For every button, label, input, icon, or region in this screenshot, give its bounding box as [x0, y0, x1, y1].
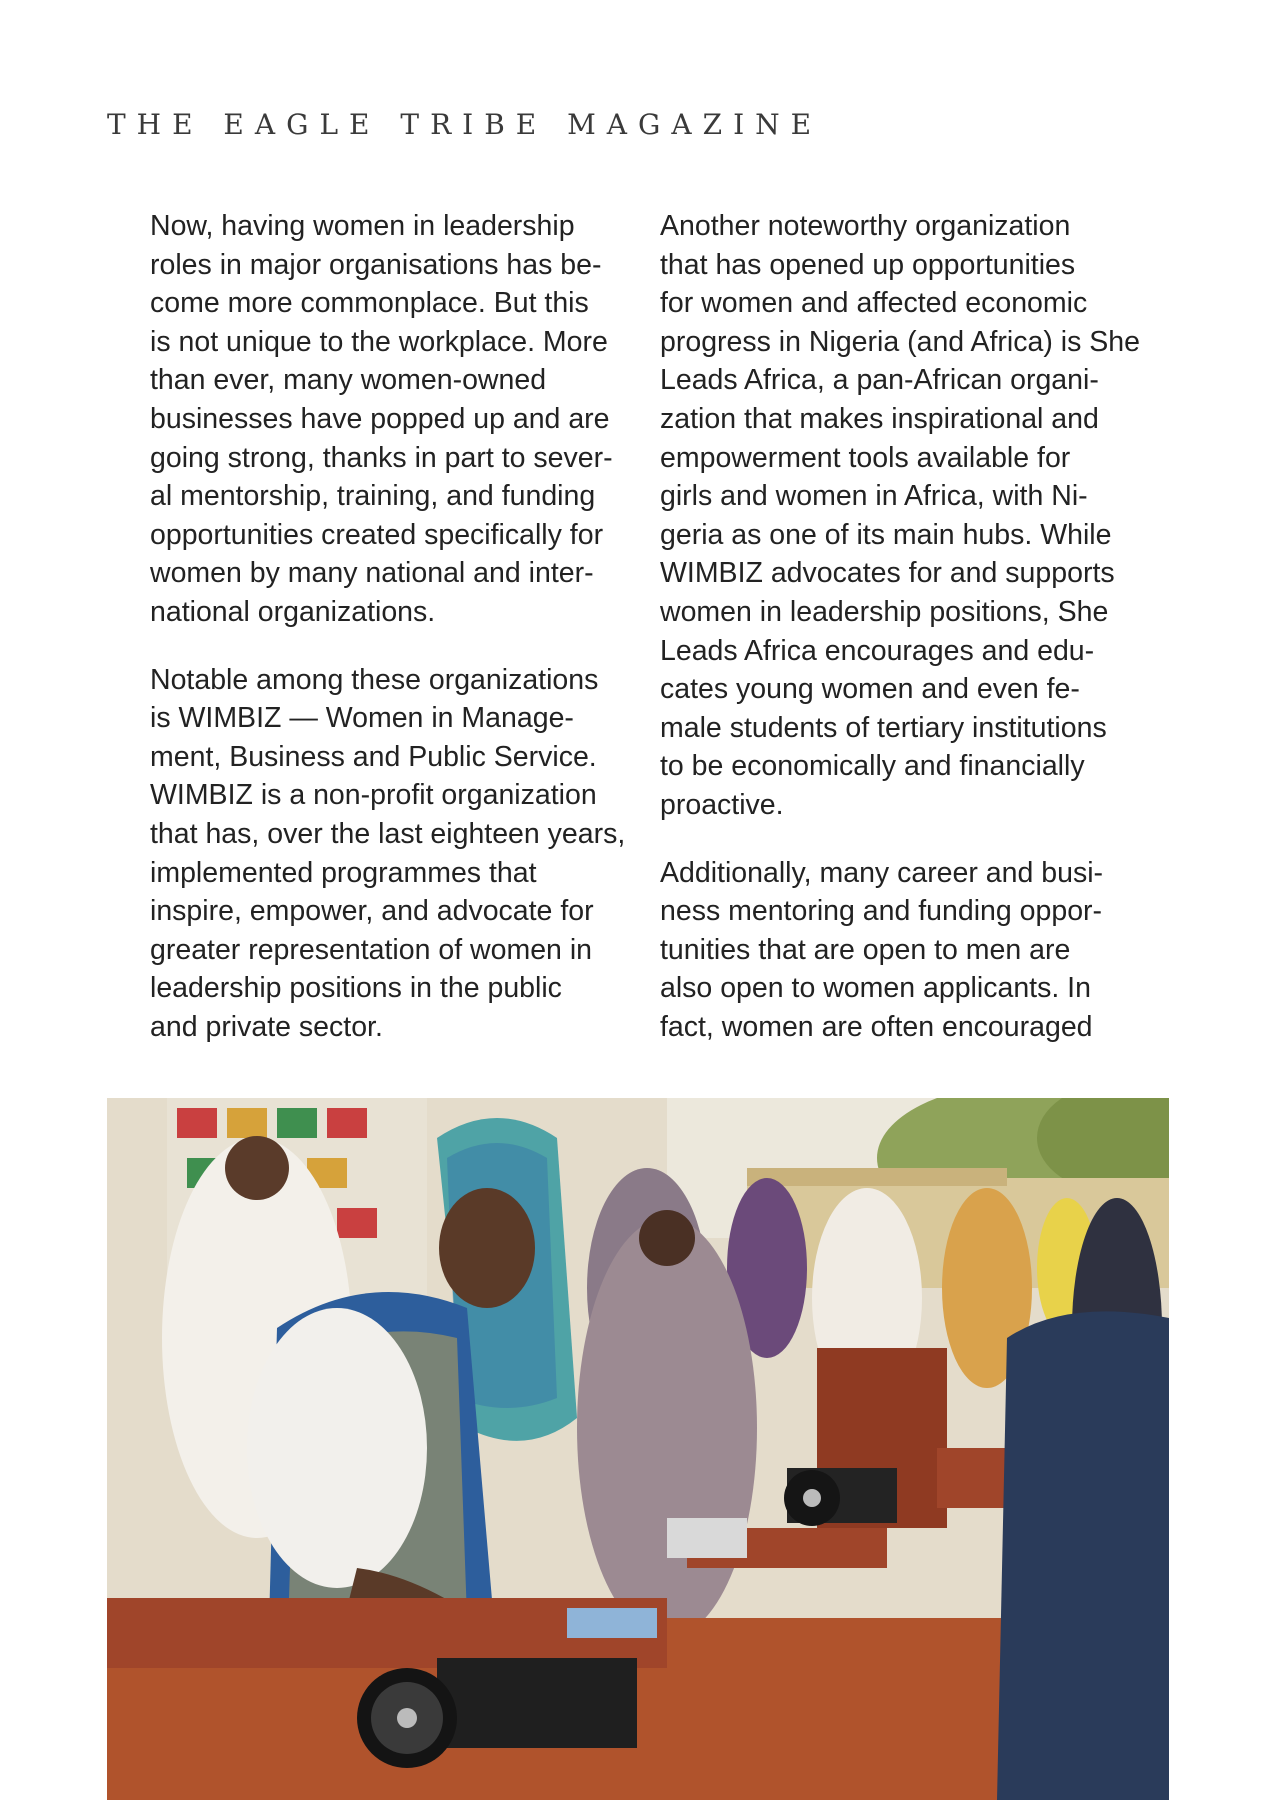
paragraph — [660, 207, 1140, 825]
paragraph — [150, 207, 620, 632]
text-line: roles in major organisations has be- — [150, 248, 602, 281]
text-line: male students of tertiary institutions — [660, 711, 1107, 744]
text-column-right — [660, 207, 1140, 1075]
paragraph — [150, 661, 626, 1047]
text-line: progress in Nigeria (and Africa) is She — [660, 325, 1140, 358]
text-line: implemented programmes that — [150, 856, 537, 889]
text-line: that has, over the last eighteen years, — [150, 817, 626, 850]
text-line: fact, women are often encouraged — [660, 1010, 1093, 1043]
text-column-left — [150, 207, 626, 1075]
text-line: Now, having women in leadership — [150, 210, 575, 242]
text-line: that has opened up opportunities — [660, 248, 1076, 281]
text-line: is not unique to the workplace. More — [150, 325, 608, 358]
text-line: and private sector. — [150, 1010, 383, 1043]
magazine-title: THE EAGLE TRIBE MAGAZINE — [107, 108, 823, 141]
text-line: Leads Africa, a pan-African organi- — [660, 364, 1099, 397]
text-line: than ever, many women-owned — [150, 364, 547, 397]
text-line: going strong, thanks in part to sever- — [150, 441, 613, 474]
text-line: to be economically and financially — [660, 750, 1085, 783]
text-line: come more commonplace. But this — [150, 287, 589, 320]
text-line: Additionally, many career and busi- — [660, 856, 1104, 889]
text-line: WIMBIZ is a non-profit organization — [150, 779, 597, 812]
text-line: women by many national and inter- — [150, 557, 594, 590]
text-line: is WIMBIZ — Women in Manage- — [150, 702, 574, 735]
text-line: ness mentoring and funding oppor- — [660, 895, 1103, 928]
text-line: WIMBIZ advocates for and supports — [660, 557, 1115, 590]
text-line: greater representation of women in — [150, 933, 593, 966]
text-line: al mentorship, training, and funding — [150, 480, 596, 513]
text-line: businesses have popped up and are — [150, 402, 610, 435]
text-line: for women and affected economic — [660, 287, 1088, 320]
text-line: ment, Business and Public Service. — [150, 740, 597, 773]
text-line: opportunities created specifically for — [150, 518, 604, 551]
text-line: proactive. — [660, 788, 784, 821]
text-line: empowerment tools available for — [660, 441, 1071, 474]
article-photo — [107, 1098, 1169, 1800]
text-line: Notable among these organizations — [150, 663, 599, 696]
text-line: also open to women applicants. In — [660, 972, 1091, 1005]
text-line: women in leadership positions, She — [660, 595, 1109, 628]
text-line: geria as one of its main hubs. While — [660, 518, 1112, 551]
text-line: tunities that are open to men are — [660, 933, 1071, 966]
text-line: national organizations. — [150, 595, 436, 628]
text-line: Another noteworthy organization — [660, 210, 1071, 242]
text-line: cates young women and even fe- — [660, 673, 1080, 706]
text-line: girls and women in Africa, with Ni- — [660, 480, 1088, 513]
text-line: Leads Africa encourages and edu- — [660, 634, 1095, 667]
text-line: leadership positions in the public — [150, 972, 562, 1005]
text-line: inspire, empower, and advocate for — [150, 895, 594, 928]
text-line: zation that makes inspirational and — [660, 402, 1099, 435]
sewing-workshop-illustration — [107, 1098, 1169, 1800]
paragraph — [660, 854, 1140, 1047]
